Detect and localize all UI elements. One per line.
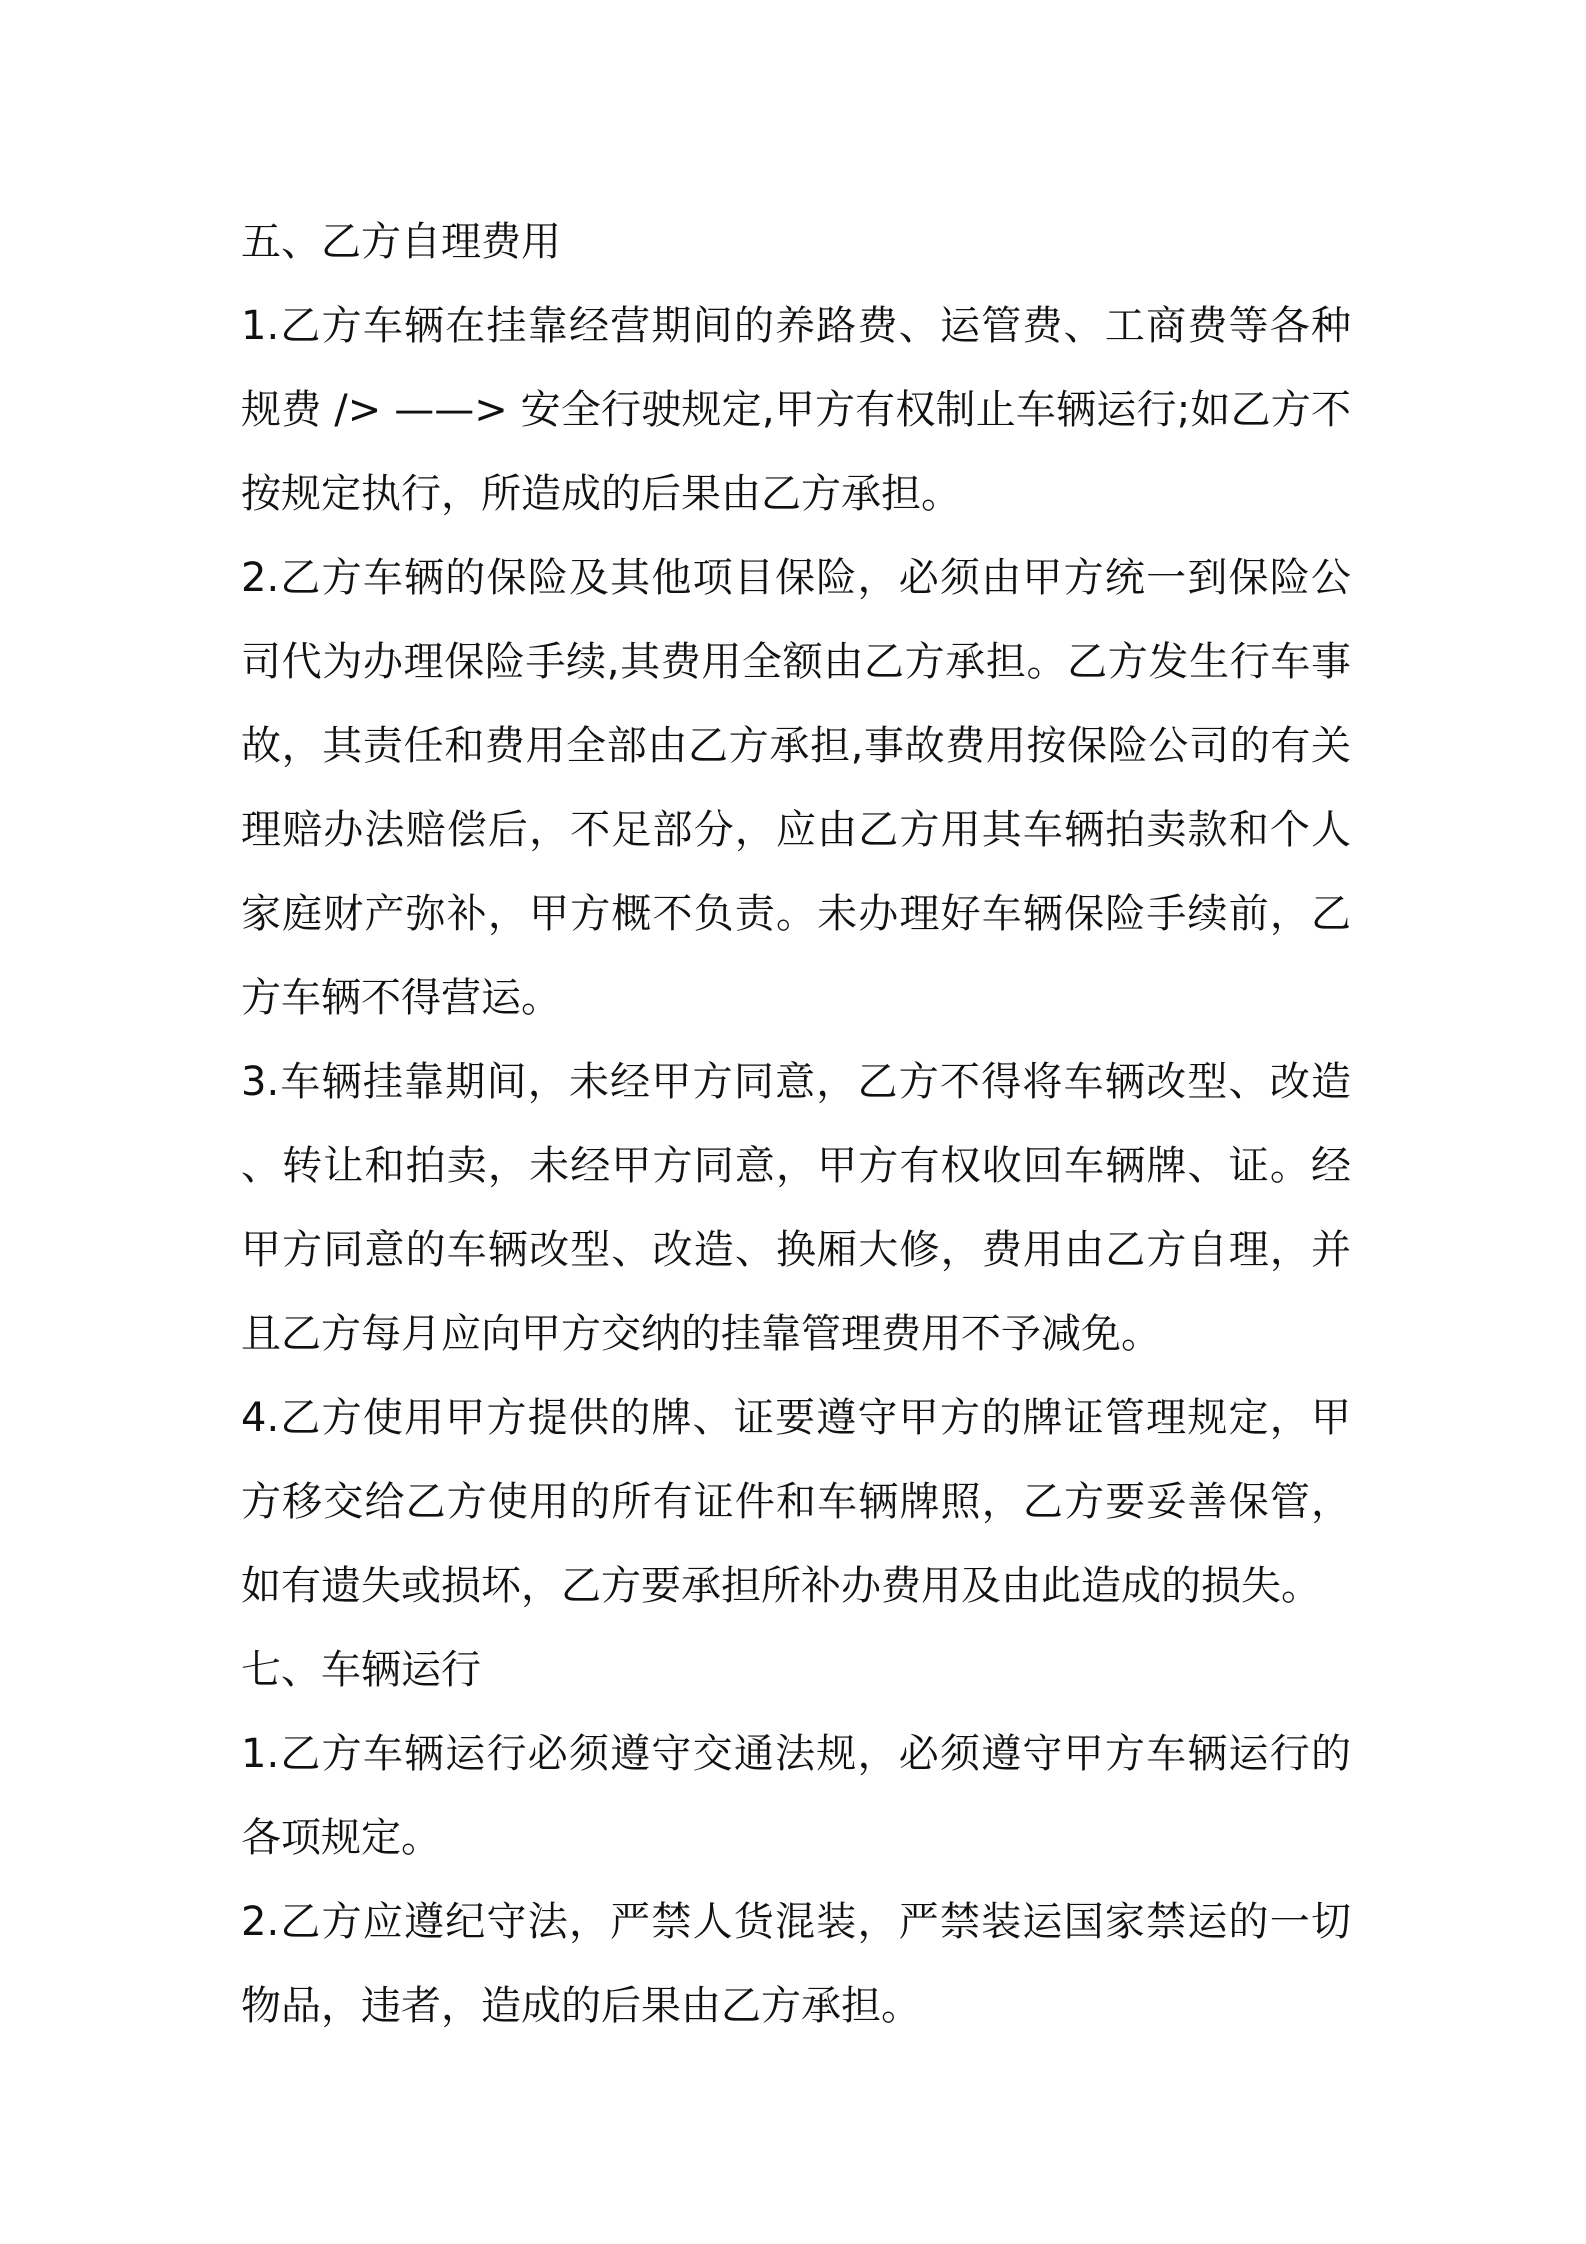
clause-5-2: 2.乙方车辆的保险及其他项目保险，必须由甲方统一到保险公司代为办理保险手续,其费用全额由乙方承担。乙方发生行车事故，其责任和费用全部由乙方承担,事故费用按保险公司的有关理赔办法赔偿后，不足部分，应由乙方用其车辆拍卖款和个人家庭财产弥补，甲方概不负责。未办理好车辆保险手续前，乙方车辆不得营运。 <box>241 555 1351 1021</box>
section-heading-5: 五、乙方自理费用 <box>241 219 561 265</box>
clause-5-4: 4.乙方使用甲方提供的牌、证要遵守甲方的牌证管理规定，甲方移交给乙方使用的所有证件和车辆牌照，乙方要妥善保管，如有遗失或损坏，乙方要承担所补办费用及由此造成的损失。 <box>241 1395 1351 1609</box>
clause-5-1: 1.乙方车辆在挂靠经营期间的养路费、运管费、工商费等各种规费 /> ——> 安全行驶规定,甲方有权制止车辆运行;如乙方不按规定执行，所造成的后果由乙方承担。 <box>241 303 1351 517</box>
clause-7-1: 1.乙方车辆运行必须遵守交通法规，必须遵守甲方车辆运行的各项规定。 <box>241 1731 1351 1861</box>
section-heading-7: 七、车辆运行 <box>241 1647 481 1693</box>
document-body <box>241 200 1351 2048</box>
clause-7-2: 2.乙方应遵纪守法，严禁人货混装，严禁装运国家禁运的一切物品，违者，造成的后果由乙方承担。 <box>241 1899 1351 2029</box>
clause-5-3: 3.车辆挂靠期间，未经甲方同意，乙方不得将车辆改型、改造、转让和拍卖，未经甲方同意，甲方有权收回车辆牌、证。经甲方同意的车辆改型、改造、换厢大修，费用由乙方自理，并且乙方每月应向甲方交纳的挂靠管理费用不予减免。 <box>241 1059 1351 1357</box>
